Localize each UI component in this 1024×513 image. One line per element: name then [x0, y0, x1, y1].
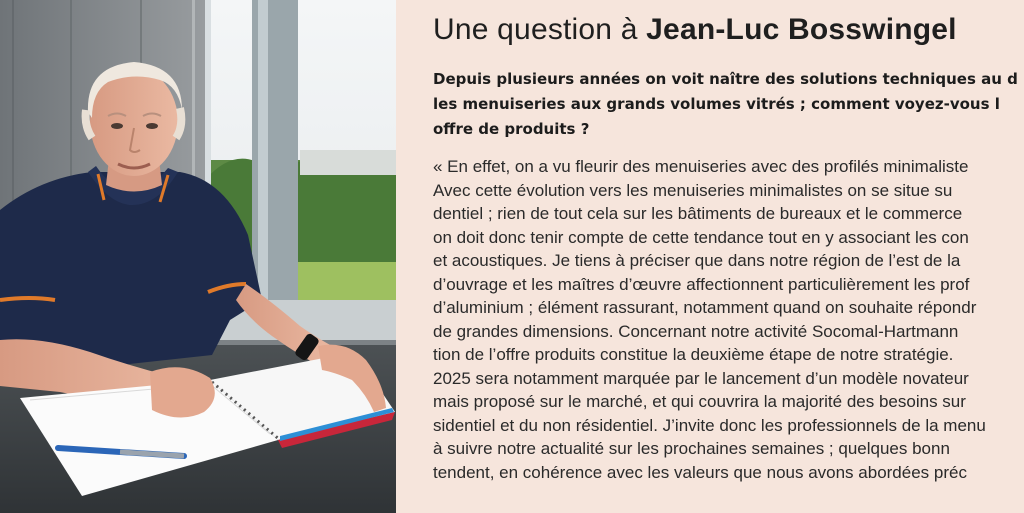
answer-line: tendent, en cohérence avec les valeurs que nous avons abordées préc [433, 462, 967, 482]
answer-line: d’ouvrage et les maîtres d’œuvre affectionnent particulièrement les prof [433, 274, 970, 294]
interview-panel [396, 0, 1024, 513]
answer-line: tion de l’offre produits constitue la deuxième étape de notre stratégie. [433, 345, 954, 364]
answer-line: d’aluminium ; élément rassurant, notamment quand on souhaite répondr [433, 298, 977, 317]
portrait-photo [0, 0, 396, 513]
question-line: les menuiseries aux grands volumes vitrés ; comment voyez-vous l [433, 95, 1000, 113]
answer-line: « En effet, on a vu fleurir des menuiseries avec des profilés minimaliste [433, 157, 969, 176]
interviewee-name: Jean-Luc Bosswingel [646, 13, 957, 46]
question-line: Depuis plusieurs années on voit naître des solutions techniques au d [433, 70, 1018, 88]
answer-line: sidentiel et du non résidentiel. J’invite donc les professionnels de la menu [433, 415, 986, 435]
answer-line: à suivre notre actualité sur les prochaines semaines ; quelques bonn [433, 439, 950, 458]
answer-line: 2025 sera notamment marquée par le lancement d’un modèle novateur [433, 368, 969, 388]
portrait-illustration [0, 0, 396, 513]
answer-line: Avec cette évolution vers les menuiseries minimalistes on se situe su [433, 180, 953, 200]
answer-line: dentiel ; rien de tout cela sur les bâtiments de bureaux et le commerce [433, 204, 963, 223]
answer-line: et acoustiques. Je tiens à préciser que dans notre région de l’est de la [433, 251, 961, 270]
page-title [433, 13, 957, 47]
question-line: offre de produits ? [433, 120, 590, 138]
answer-line: mais proposé sur le marché, et qui couvrira la majorité des besoins sur [433, 392, 966, 411]
answer-line: de grandes dimensions. Concernant notre activité Socomal-Hartmann [433, 321, 959, 341]
interview-answer [433, 155, 986, 484]
title-prefix: Une question à [433, 13, 638, 46]
answer-line: on doit donc tenir compte de cette tendance tout en y associant les con [433, 227, 969, 247]
interview-question [433, 67, 1018, 142]
